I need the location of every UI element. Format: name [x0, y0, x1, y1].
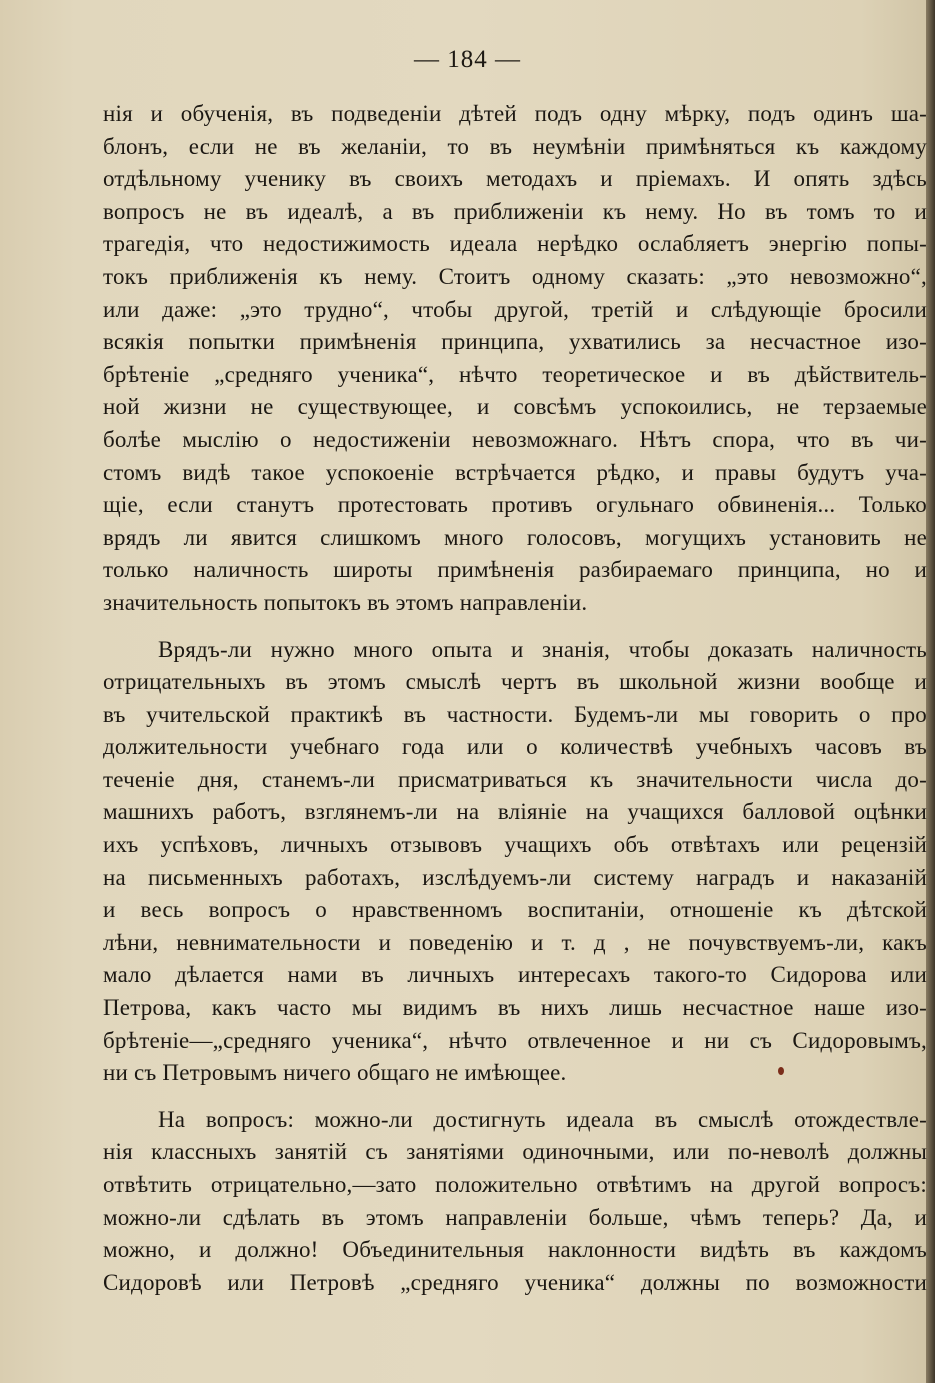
- text-line: нія классныхъ занятій съ занятіями одиночными, или по-неволѣ должны: [103, 1139, 927, 1165]
- paragraph-1: [103, 98, 927, 620]
- text-line: должительности учебнаго года или о количествѣ учебныхъ часовъ въ: [103, 734, 927, 760]
- text-line: или даже: „это трудно“, чтобы другой, третій и слѣдующіе бросили: [103, 296, 927, 322]
- text-line: отвѣтить отрицательно,—зато положительно отвѣтимъ на другой вопросъ:: [103, 1172, 927, 1197]
- text-line: отрицательныхъ въ этомъ смыслѣ чертъ въ школьной жизни вообще и: [103, 669, 927, 695]
- text-line: брѣтеніе „средняго ученика“, нѣчто теоретическое и въ дѣйствитель-: [103, 361, 927, 387]
- paragraph-3: [103, 1104, 927, 1300]
- text-line: ихъ успѣховъ, личныхъ отзывовъ учащихъ объ отвѣтахъ или рецензій: [103, 832, 927, 858]
- text-line: теченіе дня, станемъ-ли присматриваться къ значительности числа до-: [103, 766, 927, 792]
- paragraph-2: [103, 634, 927, 1090]
- paragraph-spacer: [103, 1090, 927, 1104]
- text-line: блонъ, если не въ желаніи, то въ неумѣніи примѣняться къ каждому: [103, 133, 927, 159]
- paragraph-spacer: [103, 620, 927, 634]
- text-line: трагедія, что недостижимость идеала нерѣдко ослабляетъ энергію попы-: [103, 231, 927, 257]
- text-line: На вопросъ: можно-ли достигнуть идеала въ смыслѣ отождествле-: [158, 1106, 927, 1132]
- text-line: въ учительской практикѣ въ частности. Будемъ-ли мы говорить о про: [103, 701, 927, 727]
- page-number: — 184 —: [414, 46, 521, 73]
- text-line: Сидоровѣ или Петровѣ „средняго ученика“ должны по возможности: [103, 1269, 927, 1295]
- text-line: лѣни, невнимательности и поведенію и т. д , не почувствуемъ-ли, какъ: [103, 929, 927, 955]
- text-line: можно-ли сдѣлать въ этомъ направленіи больше, чѣмъ теперь? Да, и: [103, 1204, 927, 1230]
- text-line: на письменныхъ работахъ, изслѣдуемъ-ли систему наградъ и наказаній: [103, 864, 927, 890]
- text-line: вопросъ не въ идеалѣ, а въ приближеніи къ нему. Но въ томъ то и: [103, 198, 927, 224]
- text-line: брѣтеніе—„средняго ученика“, нѣчто отвлеченное и ни съ Сидоровымъ,: [103, 1027, 927, 1053]
- text-line: токъ приближенія къ нему. Стоитъ одному сказать: „это невозможно“,: [103, 263, 927, 289]
- text-line: врядъ ли явится слишкомъ много голосовъ, могущихъ установить не: [103, 524, 927, 550]
- text-line: нія и обученія, въ подведеніи дѣтей подъ одну мѣрку, подъ одинъ ша-: [103, 101, 927, 126]
- text-line: Врядъ-ли нужно много опыта и знанія, чтобы доказать наличность: [158, 636, 927, 662]
- text-line: отдѣльному ученику въ своихъ методахъ и пріемахъ. И опять здѣсь: [103, 166, 927, 192]
- ink-speck: [778, 1067, 784, 1075]
- text-body: [103, 98, 927, 1299]
- text-line: только наличность широты примѣненія разбираемаго принципа, но и: [103, 557, 927, 583]
- text-line: значительность попытокъ въ этомъ направленіи.: [103, 589, 588, 615]
- text-line: всякія попытки примѣненія принципа, ухватились за несчастное изо-: [103, 329, 927, 355]
- page-edge-shadow: [926, 0, 935, 1383]
- text-line: стомъ видѣ такое успокоеніе встрѣчается рѣдко, и правы будутъ уча-: [103, 459, 927, 485]
- text-line: можно, и должно! Объединительныя наклонности видѣть въ каждомъ: [103, 1237, 927, 1263]
- text-line: мало дѣлается нами въ личныхъ интересахъ такого-то Сидорова или: [103, 962, 927, 988]
- text-line: Петрова, какъ часто мы видимъ въ нихъ лишь несчастное наше изо-: [103, 995, 927, 1021]
- text-line: болѣе мыслію о недостиженіи невозможнаго. Нѣтъ спора, что въ чи-: [103, 426, 927, 452]
- text-line: щіе, если станутъ протестовать противъ огульнаго обвиненія... Только: [103, 492, 927, 518]
- text-line: ной жизни не существующее, и совсѣмъ успокоились, не терзаемые: [103, 394, 927, 420]
- text-line: машнихъ работъ, взглянемъ-ли на вліяніе на учащихся балловой оцѣнки: [103, 799, 927, 825]
- text-line: ни съ Петровымъ ничего общаго не имѣющее.: [103, 1060, 567, 1086]
- text-line: и весь вопросъ о нравственномъ воспитаніи, отношеніе къ дѣтской: [103, 897, 927, 923]
